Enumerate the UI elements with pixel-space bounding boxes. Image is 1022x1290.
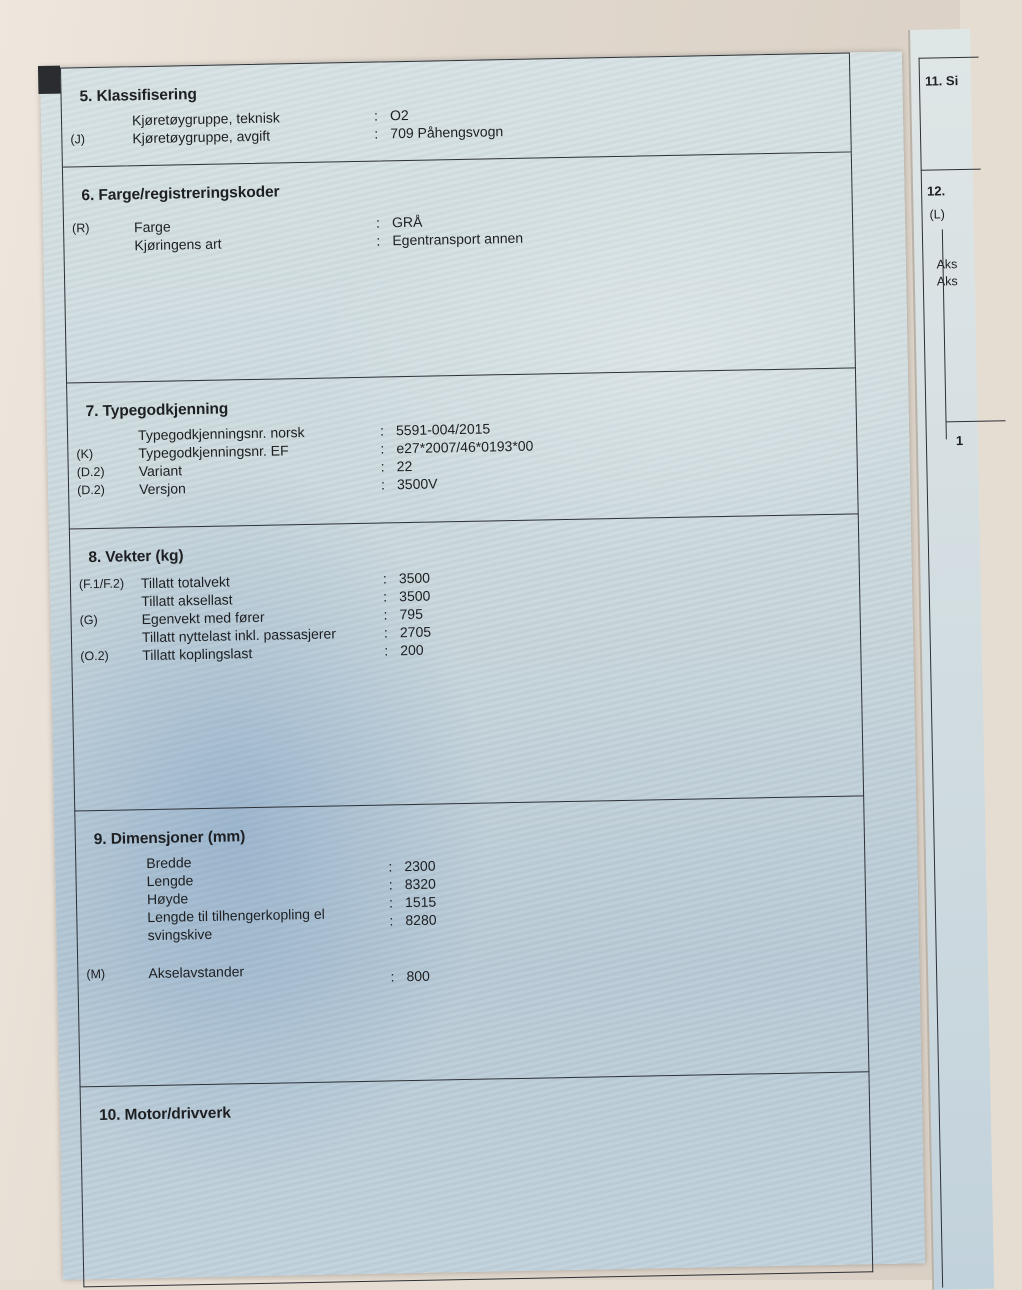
field-colon: : <box>376 232 381 249</box>
field-colon: : <box>384 642 389 659</box>
field-label: Tillatt totalvekt <box>140 573 231 592</box>
field-label: Tillatt aksellast <box>141 591 233 610</box>
field-label: Kjøretøygruppe, teknisk <box>131 109 280 129</box>
section-12-code: (L) <box>929 207 945 222</box>
facing-page-rule <box>946 420 1006 422</box>
section-12-title: 12. <box>926 183 946 199</box>
field-label: Farge <box>133 218 171 236</box>
field-label: Tillatt koplingslast <box>142 645 253 664</box>
field-label: Høyde <box>146 890 189 908</box>
field-value: 22 <box>396 457 413 475</box>
field-label: Egenvekt med fører <box>141 608 265 628</box>
field-colon: : <box>383 624 388 641</box>
field-colon: : <box>380 440 385 457</box>
facing-page-rule <box>919 57 979 59</box>
field-label: Akselavstander <box>148 963 245 982</box>
field-value: 795 <box>399 605 424 623</box>
axle-label-2: Aks <box>936 274 958 289</box>
field-value: 1515 <box>404 893 437 911</box>
field-row <box>78 950 866 983</box>
section-11-title: 11. Si <box>924 73 959 89</box>
field-code: (J) <box>70 132 86 147</box>
field-label: Kjøretøygruppe, avgift <box>132 127 271 147</box>
field-label: Lengde <box>146 872 194 890</box>
field-colon: : <box>389 912 394 929</box>
field-value: 800 <box>406 967 431 985</box>
field-colon: : <box>383 606 388 623</box>
field-code: (G) <box>79 612 98 628</box>
field-colon: : <box>382 570 387 587</box>
axle-label-1: Aks <box>936 257 958 272</box>
field-label: Bredde <box>146 854 192 872</box>
field-value: 2705 <box>399 623 432 641</box>
field-label: svingskive <box>147 925 213 944</box>
field-label: Typegodkjenningsnr. norsk <box>137 423 305 444</box>
field-label: Versjon <box>138 480 186 498</box>
field-value: 3500V <box>396 475 438 493</box>
field-value: 200 <box>400 641 424 659</box>
field-label: Kjøringens art <box>134 235 222 254</box>
field-value: 709 Påhengsvogn <box>390 123 504 142</box>
field-colon: : <box>390 968 395 985</box>
registration-document-page <box>40 51 925 1279</box>
field-code: (F.1/F.2) <box>78 576 125 592</box>
field-code: (R) <box>71 221 90 236</box>
section-title: 5. Klassifisering <box>79 85 197 106</box>
section-engine-drivetrain <box>80 1072 874 1287</box>
section-title: 7. Typegodkjenning <box>85 400 229 421</box>
field-value: 5591-004/2015 <box>395 420 491 439</box>
field-label: Typegodkjenningsnr. EF <box>138 442 289 462</box>
field-code: (K) <box>76 447 94 462</box>
field-label: Variant <box>138 462 183 480</box>
field-code: (D.2) <box>76 482 106 498</box>
field-colon: : <box>379 422 385 439</box>
field-value: 3500 <box>398 569 431 587</box>
field-colon: : <box>380 458 385 475</box>
field-value: 8280 <box>405 911 437 929</box>
page-corner-marker <box>38 66 61 94</box>
field-code: (D.2) <box>76 464 105 480</box>
field-value: Egentransport annen <box>392 229 524 249</box>
field-value: 3500 <box>399 587 431 605</box>
section-classification <box>60 52 852 167</box>
section-weights <box>69 514 864 811</box>
field-colon: : <box>388 876 393 893</box>
field-colon: : <box>375 214 381 231</box>
field-colon: : <box>383 588 388 605</box>
facing-page-rule <box>921 169 981 171</box>
field-code: (O.2) <box>80 648 109 664</box>
section-title: 6. Farge/registreringskoder <box>81 183 280 205</box>
section-title: 8. Vekter (kg) <box>88 547 184 567</box>
field-label: Lengde til tilhengerkopling el <box>147 905 325 926</box>
section-13-title: 1 <box>955 433 964 449</box>
section-dimensions <box>74 796 869 1087</box>
section-title: 10. Motor/drivverk <box>98 1104 231 1125</box>
section-title: 9. Dimensjoner (mm) <box>93 828 246 849</box>
field-colon: : <box>388 894 394 911</box>
field-code: (M) <box>86 966 106 982</box>
field-value: GRÅ <box>391 213 423 231</box>
field-colon: : <box>373 107 379 124</box>
field-value: e27*2007/46*0193*00 <box>396 437 534 457</box>
field-colon: : <box>380 476 386 493</box>
field-value: 8320 <box>404 875 437 893</box>
section-color-registration <box>62 152 856 383</box>
field-value: 2300 <box>404 857 436 875</box>
field-value: O2 <box>389 106 409 124</box>
field-label: Tillatt nyttelast inkl. passasjerer <box>141 625 337 646</box>
field-colon: : <box>374 125 379 142</box>
field-colon: : <box>388 858 393 875</box>
section-type-approval <box>66 368 859 529</box>
